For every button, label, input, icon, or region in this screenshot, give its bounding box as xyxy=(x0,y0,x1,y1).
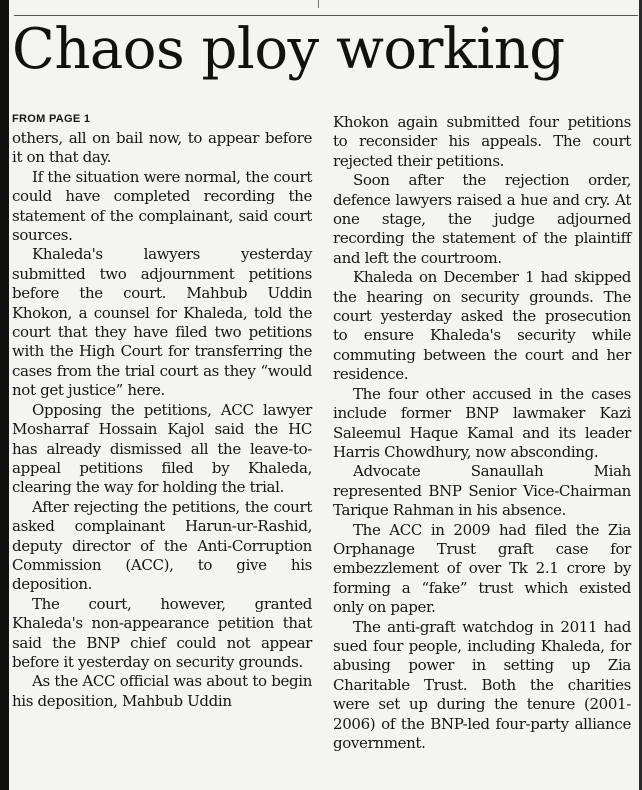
paragraph: Khaleda on December 1 had skipped the hearing on security grounds. The court yesterday asked the prosecution to ensure Khaleda's security while commuting between the court and her residence. xyxy=(333,268,631,384)
paragraph: If the situation were normal, the court could have completed recording the statement of the complainant, said court sources. xyxy=(12,167,312,245)
paragraph: Khaleda's lawyers yesterday submitted two adjournment petitions before the court. Mahbub Uddin Khokon, a counsel for Khaleda, told the court that they have filed two petitions with the High Court for transferring the cases from the trial court as they “would not get justice” here. xyxy=(12,245,312,400)
header-rule xyxy=(14,15,638,16)
paragraph: The court, however, granted Khaleda's non-appearance petition that said the BNP chief could not appear before it yesterday on security grounds. xyxy=(12,594,312,671)
top-tick-mark xyxy=(318,0,319,8)
paragraph: The ACC in 2009 had filed the Zia Orphanage Trust graft case for embezzlement of over Tk 2.1 crore by forming a “fake” trust which existed only on paper. xyxy=(333,520,631,617)
paragraph: Khokon again submitted four petitions to reconsider his appeals. The court rejected their petitions. xyxy=(333,113,631,170)
paragraph: Opposing the petitions, ACC lawyer Mosharraf Hossain Kajol said the HC has already dismissed all the leave-to-appeal petitions filed by Khaleda, clearing the way for holding the trial. xyxy=(12,400,312,497)
jump-line: FROM PAGE 1 xyxy=(12,113,91,125)
paragraph: The anti-graft watchdog in 2011 had sued four people, including Khaleda, for abusing power in setting up Zia Charitable Trust. Both the charities were set up during the tenure (2001-2006) of the BNP-led four-party alliance government. xyxy=(333,617,631,752)
paragraph: The four other accused in the cases include former BNP lawmaker Kazi Saleemul Haque Kamal and its leader Harris Chowdhury, now absconding. xyxy=(333,384,631,461)
paragraph: Soon after the rejection order, defence lawyers raised a hue and cry. At one stage, the judge adjourned recording the statement of the plaintiff and left the courtroom. xyxy=(333,171,631,267)
paragraph: As the ACC official was about to begin his deposition, Mahbub Uddin xyxy=(12,672,312,710)
headline: Chaos ploy working xyxy=(12,17,565,82)
paragraph: After rejecting the petitions, the court asked complainant Harun-ur-Rashid, deputy director of the Anti-Corruption Commission (ACC), to give his deposition. xyxy=(12,497,312,594)
paragraph: others, all on bail now, to appear before it on that day. xyxy=(12,129,312,167)
page-edge-bar xyxy=(0,0,9,790)
article-column-left xyxy=(12,129,312,711)
article-column-right xyxy=(333,113,631,753)
paragraph: Advocate Sanaullah Miah represented BNP Senior Vice-Chairman Tarique Rahman in his absence. xyxy=(333,462,631,520)
